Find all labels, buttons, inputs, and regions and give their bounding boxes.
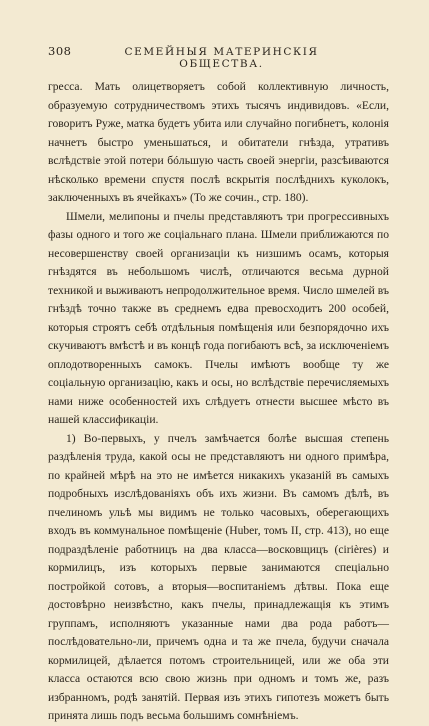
paragraph-division-of-labor: 1) Во-первыхъ, у пчелъ замѣчается болѣе высшая степень раздѣленія труда, какой осы не представляютъ ни одного примѣра, по крайней мѣрѣ на это не имѣется никакихъ указаній въ самыхъ подробныхъ изслѣдованіяхъ объ ихъ жизни. Въ самомъ дѣлѣ, въ пчелиномъ ульѣ мы видимъ не только часовыхъ, оберегающихъ входъ въ коммунальное помѣщеніе (Huber, томъ II, стр. 413), но еще подраздѣленіе работницъ на два класса—восковщицъ (cirières) и кормилицъ, изъ которыхъ первые занимаются спеціально постройкой сотовъ, а вторыя—воспитаніемъ дѣтвы. Пока еще достовѣрно неизвѣстно, какъ пчелы, принадлежащія къ этимъ группамъ, исполняютъ указанные нами два рода работъ—послѣдовательно-ли, причемъ одна и та же пчела, будучи сначала кормилицей, дѣлается потомъ строительницей, или же оба эти класса остаются всю свою жизнь при одномъ и томъ же, разъ избранномъ, родѣ занятій. Первая изъ этихъ гипотезъ можетъ быть принята лишь подъ весьма большимъ сомнѣніемъ. <box>48 431 389 722</box>
paragraph-bumblebees: Шмели, мелипоны и пчелы представляютъ три прогрессивныхъ фазы одного и того же соціальнаго плана. Шмели приближаются по несовершенству своей организаціи къ низшимъ осамъ, которыя гнѣздятся въ небольшомъ числѣ, отличаются весьма дурной техникой и выживаютъ непродолжительное время. Число шмелей въ гнѣздѣ точно также въ среднемъ едва превосходитъ 200 особей, которыя строятъ себѣ отдѣльныя помѣщенія или безпорядочно ихъ скучиваютъ вмѣстѣ и въ концѣ года погибаютъ всѣ, за исключеніемъ оплодотворенныхъ самокъ. Пчелы имѣютъ вообще ту же соціальную организацію, какъ и осы, но вслѣдствіе перечисляемыхъ нами ниже особенностей ихъ слѣдуетъ отнести высшее мѣсто въ нашей классификаціи. <box>48 209 389 426</box>
paragraph-continuation: гресса. Мать олицетворяетъ собой коллективную личность, образуемую сотрудничествомъ этихъ тысячъ индивидовъ. «Если, говоритъ Руже, матка будетъ убита или случайно погибнетъ, колонія начнетъ быстро уменьшаться, и обитатели гнѣзда, утративъ вслѣдствіе этой потери бóльшую часть своей энергіи, разсѣиваются нѣсколько времени спустя послѣ вскрытія послѣднихъ куколокъ, заключенныхъ въ ячейкахъ» (То же сочин., стр. 180). <box>48 80 389 204</box>
page-header <box>48 44 389 70</box>
body-text <box>48 78 389 726</box>
page-number: 308 <box>48 44 72 58</box>
running-head: СЕМЕЙНЫЯ МАТЕРИНСКІЯ ОБЩЕСТВА. <box>124 46 319 70</box>
